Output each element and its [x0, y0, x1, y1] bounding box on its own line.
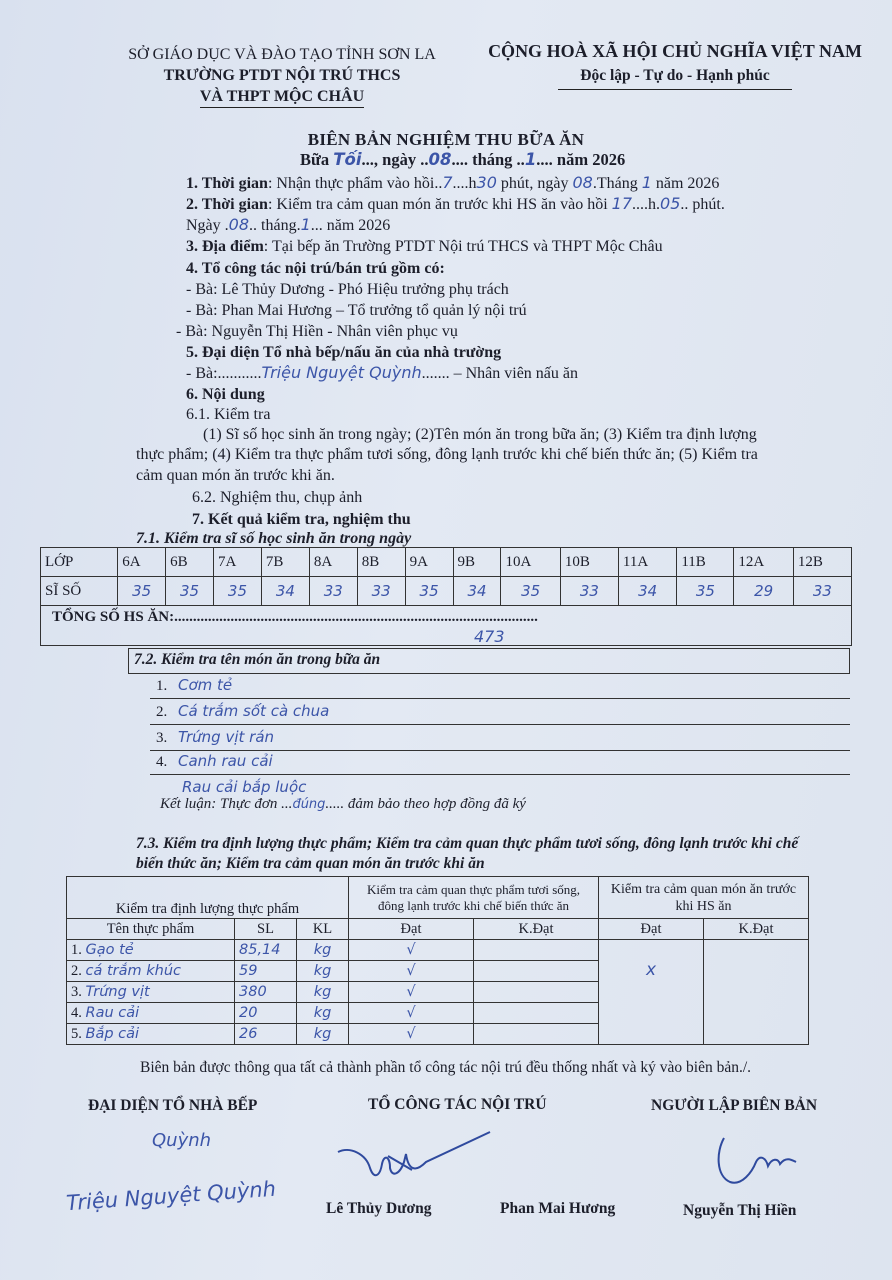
food-kdat [474, 982, 599, 1003]
national-line-2: Độc lập - Tự do - Hạnh phúc [558, 64, 792, 90]
count-cell: 34 [453, 577, 501, 606]
food-kdat [474, 1003, 599, 1024]
h-kl: KL [297, 919, 349, 940]
board-signature-icon [330, 1128, 500, 1188]
kitchen-name: Triệu Nguyệt Quỳnh [65, 1176, 277, 1216]
class-cell: 8B [357, 548, 405, 577]
s2-mid: ....h. [632, 196, 661, 213]
kitchen-title: ĐẠI DIỆN TỔ NHÀ BẾP [88, 1097, 258, 1114]
section-7-label: 7. Kết quả kiểm tra, nghiệm thu [192, 511, 411, 528]
s2-minute: 05 [660, 194, 681, 213]
agency-line-3: VÀ THPT MỘC CHÂU [200, 86, 364, 108]
s1-month: 1 [641, 173, 652, 192]
s2-ngay-label: Ngày . [186, 217, 229, 234]
class-header: LỚP [41, 548, 118, 577]
section-6-para-2: thực phẩm; (4) Kiểm tra thực phẩm tươi sống, đông lạnh trước khi chế biến thức ăn; (5) Kiểm tra [136, 446, 758, 463]
food-cell [67, 1003, 235, 1024]
board-name-2: Phan Mai Hương [500, 1200, 616, 1217]
member-1: - Bà: Lê Thủy Dương - Phó Hiệu trưởng phụ trách [186, 281, 509, 298]
h-dat-2: Đạt [599, 919, 704, 940]
section-2-line-1 [186, 193, 725, 215]
s2-year: ... năm 2026 [310, 217, 391, 234]
food-sl: 59 [235, 961, 297, 982]
class-row [41, 548, 852, 577]
food-name: cá trắm khúc [85, 962, 181, 979]
food-sl: 26 [235, 1024, 297, 1045]
dish-number: 4. [156, 754, 168, 770]
food-name: Trứng vịt [85, 983, 150, 1000]
board-name-1: Lê Thủy Dương [326, 1200, 432, 1217]
food-number: 5. [71, 1025, 82, 1042]
section-3 [186, 236, 663, 257]
count-cell: 33 [560, 577, 618, 606]
food-cell [67, 940, 235, 961]
count-cell: 35 [405, 577, 453, 606]
section-7-3-title-2: biến thức ăn; Kiểm tra cảm quan món ăn trước khi ăn [136, 855, 485, 872]
food-name: Bắp cải [85, 1025, 140, 1042]
dish-line [150, 752, 850, 775]
food-kl: kg [297, 961, 349, 982]
class-cell: 11A [618, 548, 676, 577]
section-5-label: 5. Đại diện Tổ nhà bếp/nấu ăn của nhà trường [186, 344, 502, 361]
ngay-value: 08 [428, 150, 452, 169]
count-cell: 35 [677, 577, 734, 606]
s1-label: 1. Thời gian [186, 175, 268, 192]
h-dat: Đạt [349, 919, 474, 940]
class-cell: 6A [118, 548, 166, 577]
count-cell: 33 [357, 577, 405, 606]
section-7-2-title: 7.2. Kiểm tra tên món ăn trong bữa ăn [134, 651, 381, 668]
dish-number: 2. [156, 704, 168, 720]
count-cell: 34 [261, 577, 309, 606]
food-name: Rau cải [85, 1004, 140, 1021]
class-cell: 12A [734, 548, 793, 577]
s2-tail: .. phút. [680, 196, 725, 213]
count-cell: 33 [793, 577, 851, 606]
class-cell: 9A [405, 548, 453, 577]
section-6-para-1: (1) Sĩ số học sinh ăn trong ngày; (2)Tên món ăn trong bữa ăn; (3) Kiểm tra định lượng [203, 426, 757, 443]
document-title: BIÊN BẢN NGHIỆM THU BỮA ĂN [307, 130, 585, 149]
food-kdat [474, 940, 599, 961]
section-2-line-2 [186, 214, 390, 236]
food-cell [67, 982, 235, 1003]
bua-label: Bữa [300, 150, 330, 169]
s1-minute: 30 [476, 173, 497, 192]
count-cell: 35 [501, 577, 560, 606]
food-dat: √ [349, 940, 474, 961]
conclusion [160, 796, 526, 813]
dish-line [150, 728, 850, 751]
s2-month: 1 [300, 215, 311, 234]
col-dinhluong: Kiểm tra định lượng thực phẩm [67, 877, 349, 919]
s1-text: : Nhận thực phẩm vào hồi.. [267, 175, 443, 192]
h-kdat-2: K.Đạt [704, 919, 809, 940]
food-kdat [474, 1024, 599, 1045]
food-dat: √ [349, 982, 474, 1003]
monan-kdat [704, 940, 809, 1045]
class-cell: 10A [501, 548, 560, 577]
kitchen-signature: Quỳnh [152, 1130, 212, 1151]
count-header: SĨ SỐ [41, 577, 118, 606]
section-6-para-3: cảm quan món ăn trước khi ăn. [136, 467, 335, 484]
class-cell: 6B [166, 548, 214, 577]
monan-dat: x [599, 940, 704, 1045]
s1-hour: 7 [442, 173, 453, 192]
class-cell: 11B [677, 548, 734, 577]
food-kl: kg [297, 1024, 349, 1045]
author-title: NGƯỜI LẬP BIÊN BẢN [651, 1097, 818, 1114]
dish-number: 3. [156, 730, 168, 746]
board-title: TỔ CÔNG TÁC NỘI TRÚ [368, 1096, 547, 1113]
member-2: - Bà: Phan Mai Hương – Tổ trưởng tổ quản lý nội trú [186, 302, 527, 319]
food-kl: kg [297, 940, 349, 961]
conclusion-value: đúng [292, 797, 326, 812]
h-sl: SL [235, 919, 297, 940]
h-kdat: K.Đạt [474, 919, 599, 940]
food-dat: √ [349, 961, 474, 982]
class-cell: 7B [261, 548, 309, 577]
col-tuoisong: Kiểm tra cảm quan thực phẩm tươi sống, đông lạnh trước khi chế biến thức ăn [349, 877, 599, 919]
dish-line [150, 702, 850, 725]
food-number: 1. [71, 941, 82, 958]
dish-name: Canh rau cải [178, 752, 273, 770]
meal-subtitle [300, 150, 625, 170]
s1-mid: ....h [452, 175, 477, 192]
count-cell: 29 [734, 577, 793, 606]
count-cell: 35 [118, 577, 166, 606]
food-check-table [66, 876, 809, 1045]
conclusion-suffix: ..... đảm bảo theo hợp đồng đã ký [325, 796, 526, 812]
food-number: 2. [71, 962, 82, 979]
class-cell: 9B [453, 548, 501, 577]
class-cell: 10B [560, 548, 618, 577]
s5-prefix: - Bà:........... [186, 365, 262, 382]
food-number: 3. [71, 983, 82, 1000]
section-6-label: 6. Nội dung [186, 386, 265, 403]
s1-year: năm 2026 [651, 175, 720, 192]
thang-label: .... tháng .. [451, 150, 525, 169]
count-cell: 35 [166, 577, 214, 606]
food-kl: kg [297, 1003, 349, 1024]
section-1 [186, 172, 719, 194]
s1-tail: phút, ngày [496, 175, 573, 192]
food-name: Gạo tẻ [85, 941, 134, 958]
section-6-2: 6.2. Nghiệm thu, chụp ảnh [192, 489, 363, 506]
s1-month-label: .Tháng [592, 175, 642, 192]
author-name: Nguyễn Thị Hiền [683, 1202, 797, 1219]
section-7-1-title: 7.1. Kiểm tra sĩ số học sinh ăn trong ngày [136, 530, 412, 547]
food-kdat [474, 961, 599, 982]
bua-value: Tối [333, 150, 362, 169]
section-6-1: 6.1. Kiểm tra [186, 406, 271, 423]
count-cell: 33 [309, 577, 357, 606]
ngay-label: ..., ngày .. [361, 150, 429, 169]
col-monan: Kiểm tra cảm quan món ăn trước khi HS ăn [599, 877, 809, 919]
count-cell: 34 [618, 577, 676, 606]
s5-suffix: ....... – Nhân viên nấu ăn [421, 365, 578, 382]
s5-cook-name: Triệu Nguyệt Quỳnh [261, 363, 422, 382]
conclusion-prefix: Kết luận: Thực đơn ... [160, 796, 293, 812]
food-dat: √ [349, 1003, 474, 1024]
food-cell [67, 1024, 235, 1045]
food-sl: 20 [235, 1003, 297, 1024]
food-number: 4. [71, 1004, 82, 1021]
table-row [67, 940, 809, 961]
section-7-3-title-1: 7.3. Kiểm tra định lượng thực phẩm; Kiểm tra cảm quan thực phẩm tươi sống, đông lạnh trước khi chế [136, 835, 799, 852]
dish-number: 1. [156, 678, 168, 694]
s1-day: 08 [572, 173, 593, 192]
s3-text: : Tại bếp ăn Trường PTDT Nội trú THCS và THPT Mộc Châu [263, 238, 663, 255]
section-5-cook [186, 362, 578, 384]
class-cell: 7A [214, 548, 262, 577]
food-sl: 85,14 [235, 940, 297, 961]
total-label: TỔNG SỐ HS ĂN:................................................................................................. [52, 609, 538, 625]
s3-label: 3. Địa điểm [186, 238, 264, 255]
table-header-row-2 [67, 919, 809, 940]
food-kl: kg [297, 982, 349, 1003]
s2-day: 08 [228, 215, 250, 234]
h-ten: Tên thực phẩm [67, 919, 235, 940]
s2-hour: 17 [611, 194, 633, 213]
closing-statement: Biên bản được thông qua tất cả thành phần tổ công tác nội trú đều thống nhất và ký vào biên bản./. [140, 1059, 752, 1076]
table-header-row-1 [67, 877, 809, 919]
s2-thang-label: .. tháng. [249, 217, 301, 234]
class-cell: 8A [309, 548, 357, 577]
food-dat: √ [349, 1024, 474, 1045]
class-count-table [40, 547, 852, 606]
dish-name: Trứng vịt rán [178, 728, 275, 746]
s2-text: : Kiểm tra cảm quan món ăn trước khi HS ăn vào hồi [267, 196, 612, 213]
food-sl: 380 [235, 982, 297, 1003]
thang-value: 1 [524, 150, 537, 169]
count-row [41, 577, 852, 606]
agency-line-2: TRƯỜNG PTDT NỘI TRÚ THCS [163, 67, 401, 84]
nam-label: .... năm 2026 [536, 150, 626, 169]
class-cell: 12B [793, 548, 851, 577]
dish-name: Cơm tẻ [178, 676, 233, 694]
author-signature-icon [706, 1132, 816, 1190]
extra-dish: Rau cải bắp luộc [182, 778, 307, 796]
dish-line [150, 676, 850, 699]
national-header [480, 40, 870, 90]
food-cell [67, 961, 235, 982]
count-cell: 35 [214, 577, 262, 606]
national-line-1: CỘNG HOÀ XÃ HỘI CHỦ NGHĨA VIỆT NAM [488, 41, 862, 61]
agency-line-1: SỞ GIÁO DỤC VÀ ĐÀO TẠO TỈNH SƠN LA [128, 46, 436, 63]
agency-header [112, 44, 452, 108]
section-4-label: 4. Tổ công tác nội trú/bán trú gồm có: [186, 260, 445, 277]
dish-name: Cá trắm sốt cà chua [178, 702, 330, 720]
s2-label: 2. Thời gian [186, 196, 268, 213]
total-value: 473 [474, 627, 505, 646]
member-3: - Bà: Nguyễn Thị Hiền - Nhân viên phục vụ [176, 323, 458, 340]
